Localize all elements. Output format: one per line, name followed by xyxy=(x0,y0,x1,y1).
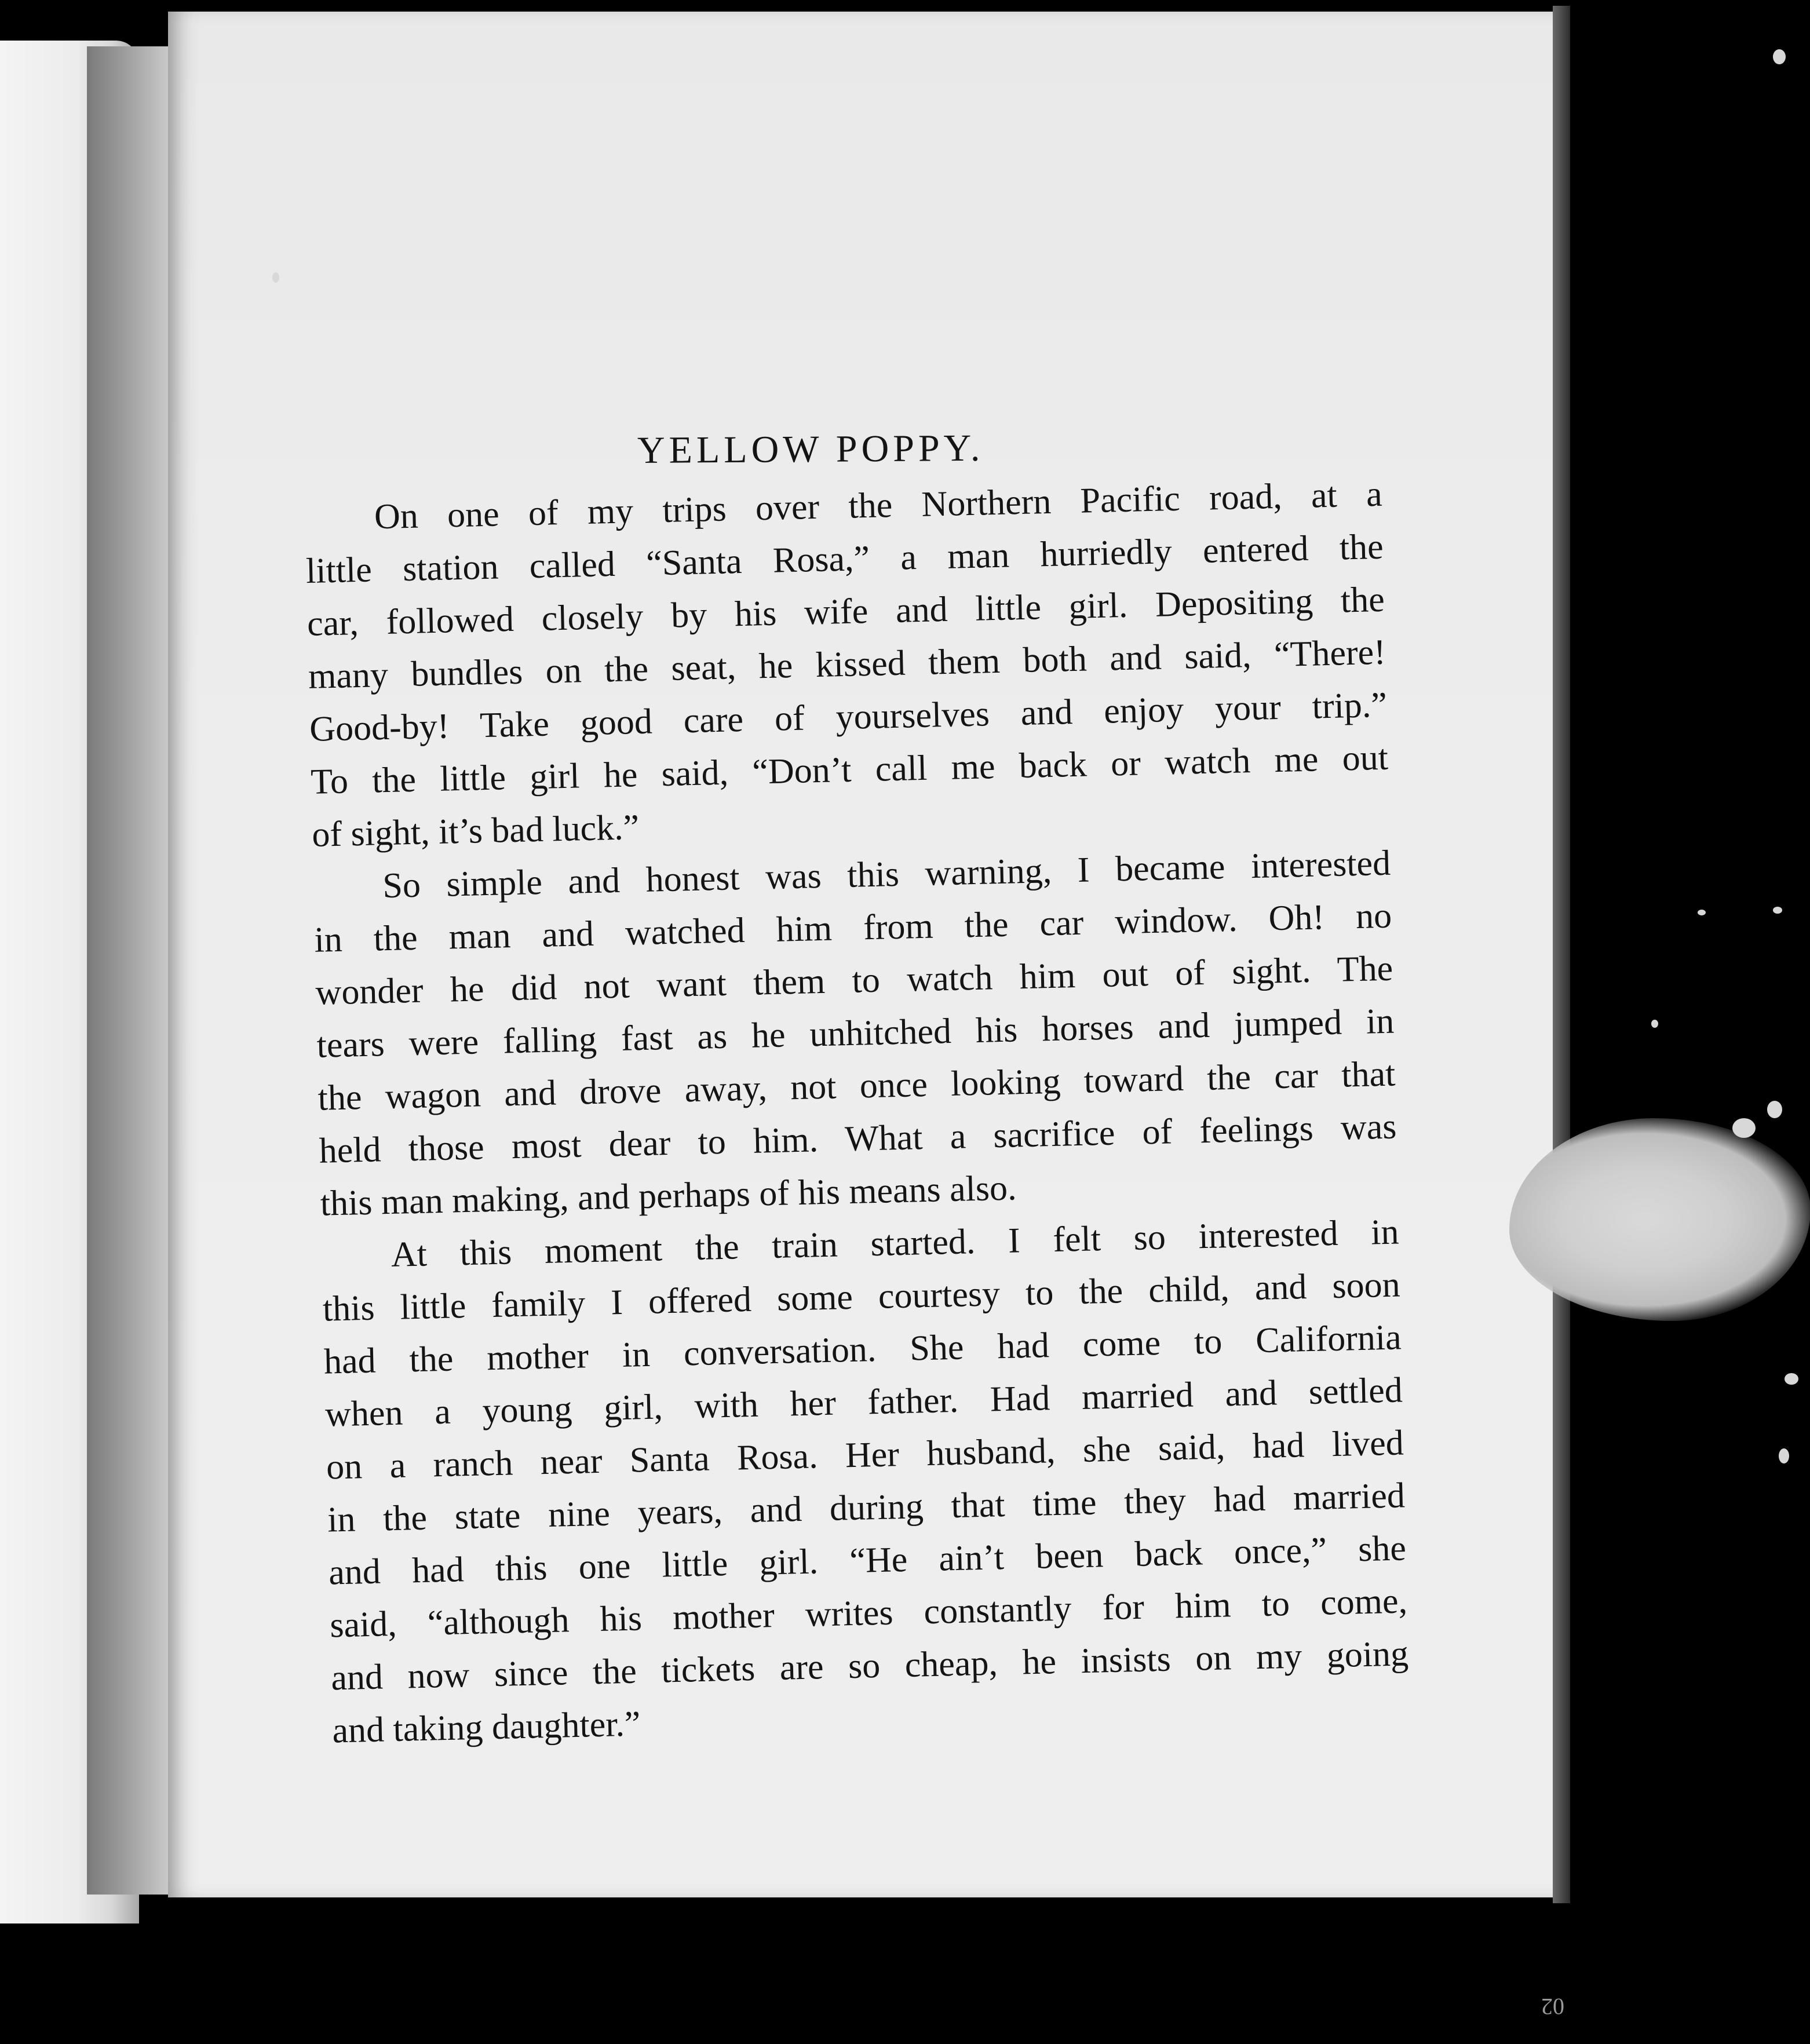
text-line: when a young girl, with her father. Had married and settled xyxy=(324,1370,1403,1435)
text-line: So simple and honest was this warning, I became interested xyxy=(382,843,1391,906)
dust-speck xyxy=(1767,1101,1782,1118)
text-line: on a ranch near Santa Rosa. Her husband, she said, had lived xyxy=(326,1423,1404,1487)
dust-speck xyxy=(1773,907,1782,914)
text-line: in the man and watched him from the car window. Oh! no xyxy=(313,896,1392,960)
margin-mark: 02 xyxy=(1541,1994,1564,2020)
dust-speck xyxy=(1785,1373,1798,1385)
dust-speck xyxy=(1732,1118,1756,1138)
body-text xyxy=(304,468,1410,1758)
text-line: in the state nine years, and during that time they had married xyxy=(327,1476,1406,1540)
dust-speck xyxy=(1779,1448,1789,1463)
text-line: of sight, it’s bad luck.” xyxy=(311,808,640,855)
text-line: had the mother in conversation. She had come to California xyxy=(323,1317,1402,1382)
paragraph xyxy=(304,468,1390,862)
paragraph xyxy=(312,837,1398,1231)
text-line: this man making, and perhaps of his means also. xyxy=(320,1168,1017,1224)
dust-speck xyxy=(1651,1020,1658,1028)
text-line: said, “although his mother writes constantly for him to come, xyxy=(329,1581,1408,1645)
dust-speck xyxy=(272,272,279,283)
paper-stain xyxy=(1509,1118,1810,1321)
text-line: held those most dear to him. What a sacrifice of feelings was xyxy=(319,1107,1397,1171)
text-line: Good-by! Take good care of yourselves and enjoy your trip.” xyxy=(309,685,1388,749)
text-line: the wagon and drove away, not once looking toward the car that xyxy=(317,1054,1396,1118)
page-edge-shadow xyxy=(1553,6,1570,1903)
text-line: On one of my trips over the Northern Pacific road, at a xyxy=(374,474,1383,537)
dust-speck xyxy=(1698,910,1706,915)
text-line: this little family I offered some courtesy to the child, and soon xyxy=(322,1265,1401,1329)
text-line: car, followed closely by his wife and little girl. Depositing the xyxy=(306,579,1385,644)
text-line: and had this one little girl. “He ain’t been back once,” she xyxy=(328,1528,1407,1593)
text-line: At this moment the train started. I felt so interested in xyxy=(391,1212,1400,1275)
text-line: tears were falling fast as he unhitched his horses and jumped in xyxy=(316,1001,1395,1065)
dust-speck xyxy=(1773,49,1786,64)
text-line: and taking daughter.” xyxy=(331,1704,641,1751)
paragraph xyxy=(321,1206,1410,1757)
text-line: To the little girl he said, “Don’t call me back or watch me out xyxy=(310,738,1389,802)
text-line: and now since the tickets are so cheap, he insists on my going xyxy=(330,1634,1409,1698)
chapter-title: YELLOW POPPY. xyxy=(637,426,984,472)
text-line: wonder he did not want them to watch him out of sight. The xyxy=(315,948,1393,1013)
text-line: many bundles on the seat, he kissed them both and said, “There! xyxy=(308,632,1386,696)
text-line: little station called “Santa Rosa,” a man hurriedly entered the xyxy=(305,527,1384,591)
